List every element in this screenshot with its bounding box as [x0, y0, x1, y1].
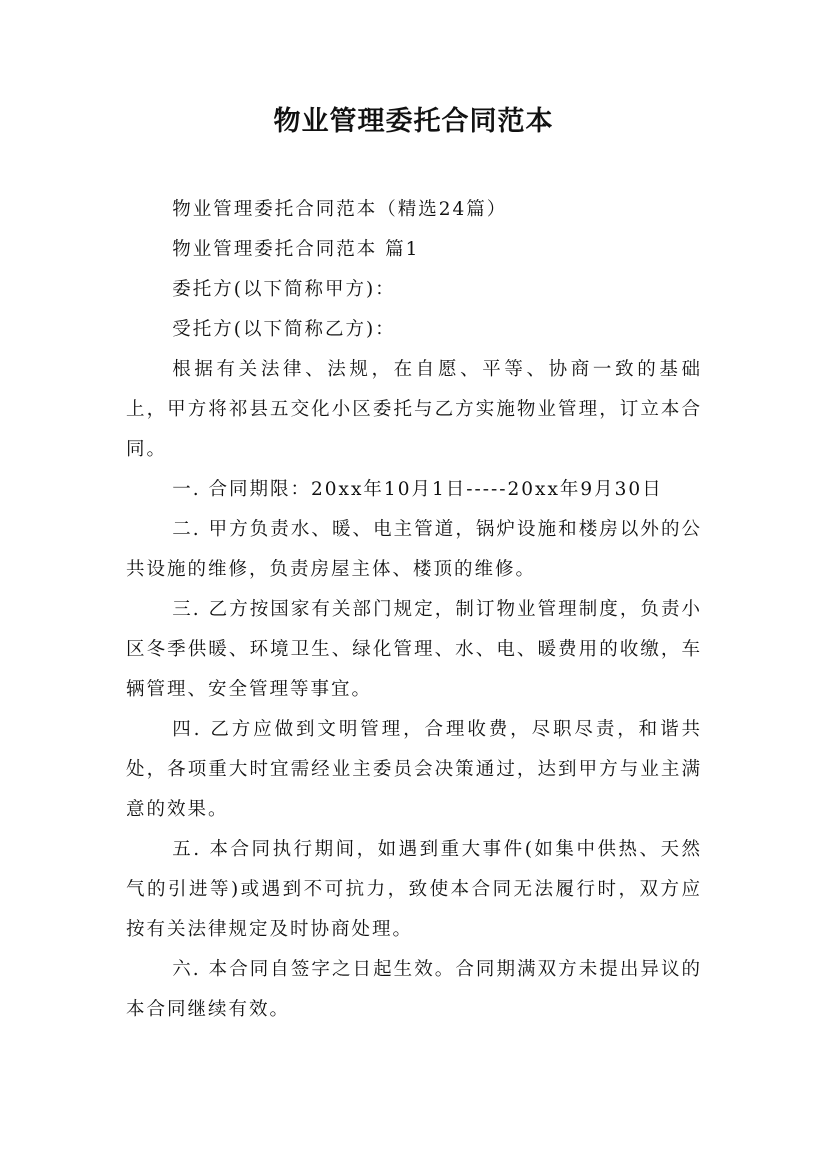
paragraph-clause-4: 四. 乙方应做到文明管理，合理收费，尽职尽责，和谐共处，各项重大时宜需经业主委员会决策通过，达到甲方与业主满意的效果。	[126, 719, 702, 820]
paragraph-clause-1: 一. 合同期限：20xx年10月1日-----20xx年9月30日	[172, 479, 663, 500]
paragraph-party-b: 受托方(以下简称乙方)：	[172, 319, 396, 340]
document-title: 物业管理委托合同范本	[273, 106, 554, 137]
paragraph-subtitle: 物业管理委托合同范本（精选24篇）	[172, 199, 508, 220]
document-body	[126, 190, 702, 1030]
paragraph-clause-5: 五. 本合同执行期间，如遇到重大事件(如集中供热、天然气的引进等)或遇到不可抗力，致使本合同无法履行时，双方应按有关法律规定及时协商处理。	[126, 839, 702, 940]
paragraph-preamble: 根据有关法律、法规，在自愿、平等、协商一致的基础上，甲方将祁县五交化小区委托与乙方实施物业管理，订立本合同。	[126, 359, 702, 460]
paragraph-section-heading: 物业管理委托合同范本 篇1	[172, 239, 420, 260]
paragraph-clause-3: 三. 乙方按国家有关部门规定，制订物业管理制度，负责小区冬季供暖、环境卫生、绿化管理、水、电、暖费用的收缴，车辆管理、安全管理等事宜。	[126, 599, 702, 700]
paragraph-clause-2: 二. 甲方负责水、暖、电主管道，锅炉设施和楼房以外的公共设施的维修，负责房屋主体、楼顶的维修。	[126, 519, 702, 580]
paragraph-party-a: 委托方(以下简称甲方)：	[172, 279, 396, 300]
paragraph-clause-6: 六. 本合同自签字之日起生效。合同期满双方未提出异议的本合同继续有效。	[126, 959, 702, 1020]
